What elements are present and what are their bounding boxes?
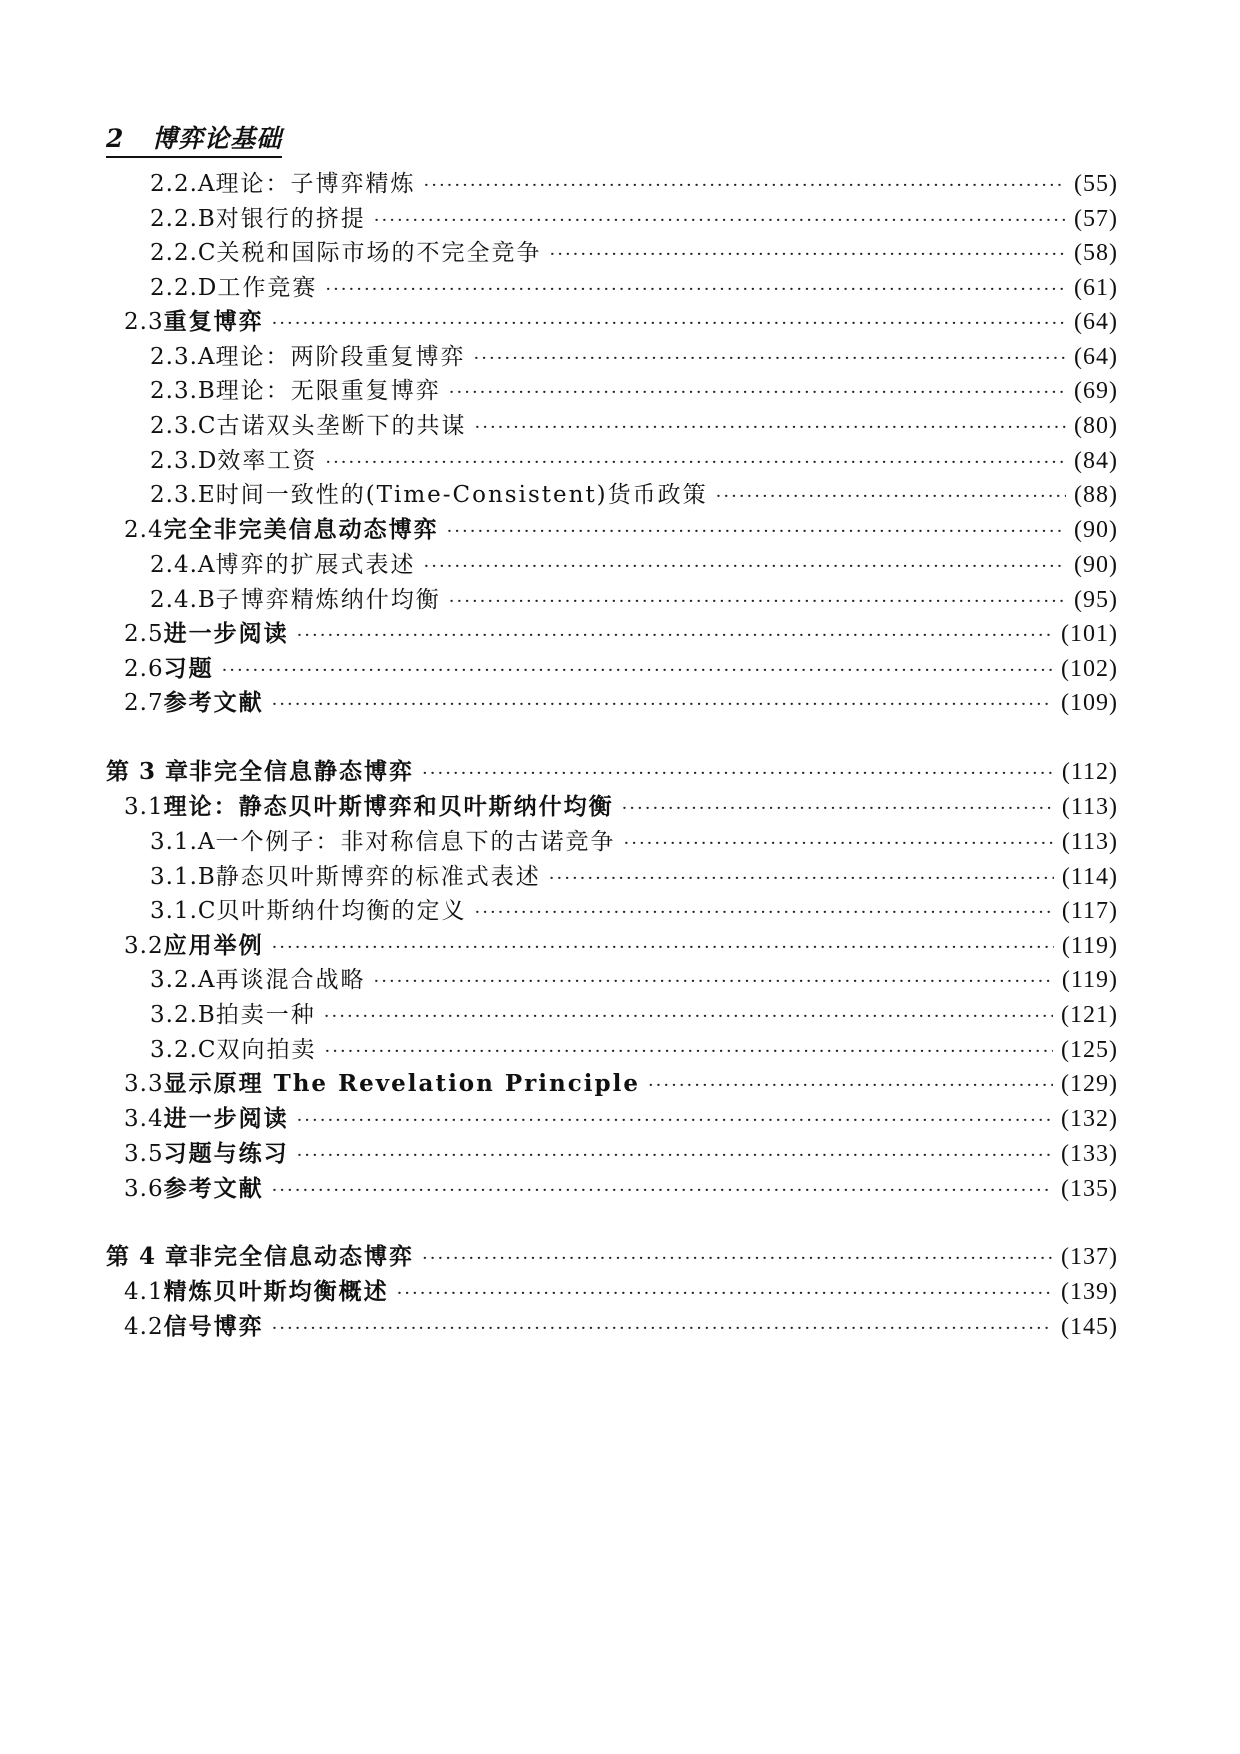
dot-leader [449,585,1066,619]
toc-entry-page: (57) [1074,206,1118,232]
toc-entry-title: 关税和国际市场的不完全竞争 [216,240,542,266]
toc-entry-title: 重复博弈 [163,308,264,335]
toc-entry [106,1240,1118,1274]
toc-entry-page: (80) [1074,413,1118,439]
toc-entry-title: 参考文献 [163,689,264,716]
dot-leader [374,965,1054,999]
toc-entry-label: 2.3.E [150,482,216,508]
toc-entry [150,963,1118,997]
page-number: 2 [106,124,125,153]
toc-entry [124,305,1118,339]
toc-entry-label: 2.2.D [150,275,218,301]
toc-entry-label: 2.5 [124,621,164,647]
toc-entry-page: (133) [1061,1141,1118,1167]
toc-entry-page: (69) [1074,378,1118,404]
toc-entry-page: (90) [1074,552,1118,578]
toc-entry-label: 3.1.C [150,898,217,924]
toc-entry-label: 2.3.A [150,344,216,370]
toc-entry [124,617,1118,651]
toc-entry-label: 3.2 [124,933,164,959]
dot-leader [449,376,1066,410]
toc-entry [106,755,1118,789]
toc-entry-label: 2.6 [124,656,164,682]
dot-leader [324,1000,1053,1034]
dot-leader [272,1312,1053,1346]
toc-entry [150,825,1118,859]
toc-entry [150,860,1118,894]
toc-entry-label: 2.4.A [150,552,216,578]
dot-leader [550,238,1067,272]
toc-entry-label: 4.1 [124,1279,164,1305]
toc-entry [150,894,1118,928]
toc-entry-page: (119) [1061,933,1118,959]
dot-leader [475,411,1067,445]
dot-leader [422,757,1054,791]
toc-entry-label: 3.4 [124,1106,164,1132]
dot-leader [397,1277,1053,1311]
toc-entry [150,271,1118,305]
toc-entry-page: (84) [1074,448,1118,474]
toc-entry-title: 拍卖一种 [215,1002,316,1028]
book-title: 博弈论基础 [152,124,283,153]
toc-entry [124,686,1118,720]
toc-entry-page: (58) [1074,240,1118,266]
toc-entry-label: 3.1.A [150,829,216,855]
toc-entry [150,444,1118,478]
toc-entry-label: 2.7 [124,690,164,716]
toc-entry-title: 静态贝叶斯博弈的标准式表述 [215,864,541,890]
toc-entry-title: 进一步阅读 [163,1105,289,1132]
toc-entry-label: 2.3.C [150,413,217,439]
dot-leader [272,307,1066,341]
toc-entry-page: (139) [1061,1279,1118,1305]
dot-leader [648,1069,1053,1103]
toc-entry-page: (64) [1074,344,1118,370]
toc-entry [150,1033,1118,1067]
toc-entry-label: 第 3 章 [106,758,190,785]
toc-entry-title: 时间一致性的(Time-Consistent)货币政策 [215,482,708,508]
toc-entry-page: (55) [1074,171,1118,197]
dot-leader [424,169,1067,203]
dot-leader [374,204,1066,238]
toc-entry-title: 理论：静态贝叶斯博弈和贝叶斯纳什均衡 [163,793,614,820]
toc-entry-title: 效率工资 [217,448,318,474]
toc-entry-page: (113) [1061,794,1118,820]
toc-entry-page: (145) [1061,1314,1118,1340]
toc-entry-page: (61) [1074,275,1118,301]
toc-entry [150,548,1118,582]
toc-entry-title: 工作竞赛 [217,275,318,301]
toc-entry-title: 理论：无限重复博弈 [215,378,441,404]
toc-entry-label: 2.3.D [150,448,218,474]
toc-entry-title: 子博弈精炼纳什均衡 [215,587,441,613]
dot-leader [624,827,1054,861]
toc-entry-label: 3.2.A [150,967,216,993]
toc-entry-label: 2.3 [124,309,164,335]
toc-entry-label: 3.1 [124,794,164,820]
toc-entry-label: 3.1.B [150,864,216,890]
toc-entry-title: 应用举例 [163,932,264,959]
toc-entry-page: (121) [1061,1002,1118,1028]
dot-leader [272,1174,1053,1208]
dot-leader [222,654,1053,688]
dot-leader [297,1104,1053,1138]
toc-entry-page: (90) [1074,517,1118,543]
dot-leader [716,480,1066,514]
toc-entry-title: 理论：子博弈精炼 [215,171,416,197]
toc-entry-label: 2.2.B [150,206,216,232]
toc-entry-title: 参考文献 [163,1175,264,1202]
dot-leader [622,792,1054,826]
toc-entry-title: 非完全信息静态博弈 [189,758,415,785]
toc-entry-page: (132) [1061,1106,1118,1132]
toc-entry-page: (119) [1061,967,1118,993]
toc-entry [150,583,1118,617]
toc-entry-label: 2.3.B [150,378,216,404]
toc-entry-label: 2.2.C [150,240,217,266]
toc-entry [124,652,1118,686]
toc-entry [150,340,1118,374]
toc-entry [150,167,1118,201]
toc-entry [124,1102,1118,1136]
toc-entry-title: 完全非完美信息动态博弈 [163,516,439,543]
toc-entry-label: 3.2.C [150,1037,217,1063]
dot-leader [475,896,1054,930]
toc-entry-label: 2.2.A [150,171,216,197]
toc-entry-page: (125) [1061,1037,1118,1063]
toc-entry [124,1137,1118,1171]
toc-entry [124,1310,1118,1344]
toc-entry-label: 3.3 [124,1071,164,1097]
dot-leader [272,931,1054,965]
toc-entry [124,513,1118,547]
toc-entry-page: (101) [1061,621,1118,647]
toc-entry-label: 2.4 [124,517,164,543]
toc-entry-title: 双向拍卖 [216,1037,317,1063]
dot-leader [549,862,1054,896]
toc-entry-page: (112) [1061,759,1118,785]
dot-leader [272,688,1053,722]
toc-entry [124,1172,1118,1206]
toc-entry [150,998,1118,1032]
toc-entry [150,478,1118,512]
toc-entry-title: 精炼贝叶斯均衡概述 [163,1278,389,1305]
toc-entry-title: 贝叶斯纳什均衡的定义 [216,898,467,924]
dot-leader [297,1139,1053,1173]
toc-entry-title: 非完全信息动态博弈 [189,1243,415,1270]
dot-leader [297,619,1053,653]
toc-entry-page: (137) [1061,1244,1118,1270]
dot-leader [474,342,1067,376]
toc-entry-label: 4.2 [124,1314,164,1340]
toc-entry-page: (64) [1074,309,1118,335]
dot-leader [325,273,1066,307]
toc-entry [124,929,1118,963]
toc-entry-title: 对银行的挤提 [215,206,366,232]
toc-entry-label: 3.6 [124,1176,164,1202]
toc-entry-label: 第 4 章 [106,1243,190,1270]
toc-entry-title: 再谈混合战略 [215,967,366,993]
toc-entry [124,1067,1118,1101]
toc-entry [124,790,1118,824]
toc-entry-page: (117) [1061,898,1118,924]
toc-entry-label: 3.5 [124,1141,164,1167]
toc-entry [150,374,1118,408]
dot-leader [325,446,1066,480]
toc-entry-title: 信号博弈 [163,1313,264,1340]
toc-entry [150,236,1118,270]
toc-entry [124,1275,1118,1309]
toc-entry [150,202,1118,236]
toc-entry-page: (129) [1061,1071,1118,1097]
toc-entry-title: 古诺双头垄断下的共谋 [216,413,467,439]
toc-entry-title: 博弈的扩展式表述 [215,552,416,578]
toc-entry [150,409,1118,443]
toc-entry-title: 进一步阅读 [163,620,289,647]
toc-entry-page: (88) [1074,482,1118,508]
toc-entry-page: (135) [1061,1176,1118,1202]
toc-entry-page: (109) [1061,690,1118,716]
toc-entry-label: 2.4.B [150,587,216,613]
dot-leader [325,1035,1054,1069]
toc-entry-title: 显示原理 The Revelation Principle [163,1070,640,1097]
toc-entry-title: 习题 [163,655,214,682]
toc-entry-title: 一个例子：非对称信息下的古诺竞争 [215,829,616,855]
dot-leader [422,1242,1053,1276]
toc-entry-page: (95) [1074,587,1118,613]
toc-entry-label: 3.2.B [150,1002,216,1028]
dot-leader [447,515,1066,549]
toc-entry-title: 习题与练习 [163,1140,289,1167]
toc-entry-title: 理论：两阶段重复博弈 [215,344,466,370]
toc-entry-page: (113) [1061,829,1118,855]
toc-entry-page: (114) [1061,864,1118,890]
toc-entry-page: (102) [1061,656,1118,682]
dot-leader [424,550,1067,584]
